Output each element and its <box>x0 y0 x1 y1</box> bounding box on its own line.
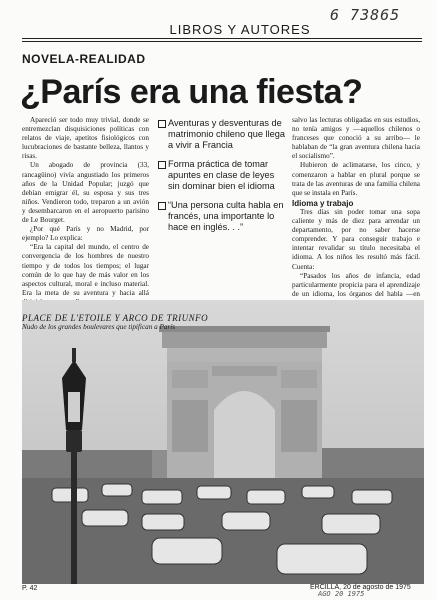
arc-de-triomphe-photo <box>22 300 424 584</box>
paragraph: ¿Por qué París y no Madrid, por ejemplo? Lo explica: <box>22 225 149 243</box>
paragraph: Apareció ser todo muy trivial, donde se entremezclan disquisiciones políticas con relatos de viaje, apetitos fisiológicos con lucubraciones de bastante belleza, llantos y risas. <box>22 116 149 161</box>
arch-shape <box>159 326 330 482</box>
square-bullet-icon <box>158 161 166 169</box>
paragraph: “Pasados los años de infancia, edad particularmente propicia para el aprendizaje de un idioma, los órganos del habla —en <box>292 271 420 298</box>
photo-caption-title: PLACE DE L'ETOILE Y ARCO DE TRIUNFO <box>22 313 209 323</box>
paragraph: salvo las lecturas obligadas en sus estudios, no tenía amigos y —aquellos chilenos o franceses que conoció a su arribo— le hablaban de “la gran aventura chilena hacia el socialismo”. <box>292 116 420 161</box>
header-rule-2 <box>22 41 422 42</box>
date-stamp: AGO 20 1975 <box>318 590 365 598</box>
body-column-1 <box>22 116 149 306</box>
archive-number: 6 73865 <box>330 6 401 24</box>
section-title: LIBROS Y AUTORES <box>169 22 311 37</box>
page-number: P. 42 <box>22 585 38 592</box>
pull-quote: “Una persona culta habla en francés, una importante lo hace en inglés. . .” <box>158 200 286 233</box>
paragraph: “Era la capital del mundo, el centro de convergencia de los hombres de nuestro tiempo y de todos los tiempos; el lugar común de lo que hay de más valor en los aspectos cultural, moral e incluso material. Era la meta de su aventura y hacia allá <box>22 243 149 297</box>
pull-quote: Forma práctica de tomar apuntes en clase de leyes sin dominar bien el idioma <box>158 159 286 192</box>
pull-quote: Aventuras y desventuras de matrimonio chileno que llega a vivir a Francia <box>158 118 286 151</box>
paragraph: Tres días sin poder tomar una sopa caliente y más de diez para arrendar un departamento, por no saber hacerse comprender. Y para conseguir trabajo e intentar revalidar su título necesitaba el idioma. A los niños les resultó más fácil. Cuenta: <box>292 207 420 271</box>
square-bullet-icon <box>158 120 166 128</box>
article-headline: ¿París era una fiesta? <box>20 73 363 111</box>
paragraph: Un abogado de provincia (33, rancagüino) vivía angustiado los primeros años de la Unidad Popular; juzgó que debían emigrar él, su esposa y sus tres niños. Vendieron todo, treparon a un avión y desembarcaron en el aeropuerto parisino de Le Bourget. <box>22 161 149 225</box>
square-bullet-icon <box>158 202 166 210</box>
source-citation: ERCILLA, 20 de agosto de 1975 <box>310 584 411 591</box>
photo-caption-subtitle: Nudo de los grandes boulevares que tipifican a París <box>22 323 176 331</box>
body-column-3 <box>292 116 420 312</box>
header-rule <box>22 38 422 39</box>
photo-illustration <box>22 300 424 584</box>
subheading: Idioma y trabajo <box>292 198 354 208</box>
article-kicker: NOVELA-REALIDAD <box>22 52 146 66</box>
paragraph: Hubieron de aclimatarse, los cinco, y comenzaron a hablar en plural porque se trata de las aventuras de una familia chilena que se instala en París. <box>292 161 420 197</box>
pull-quotes <box>158 118 286 241</box>
